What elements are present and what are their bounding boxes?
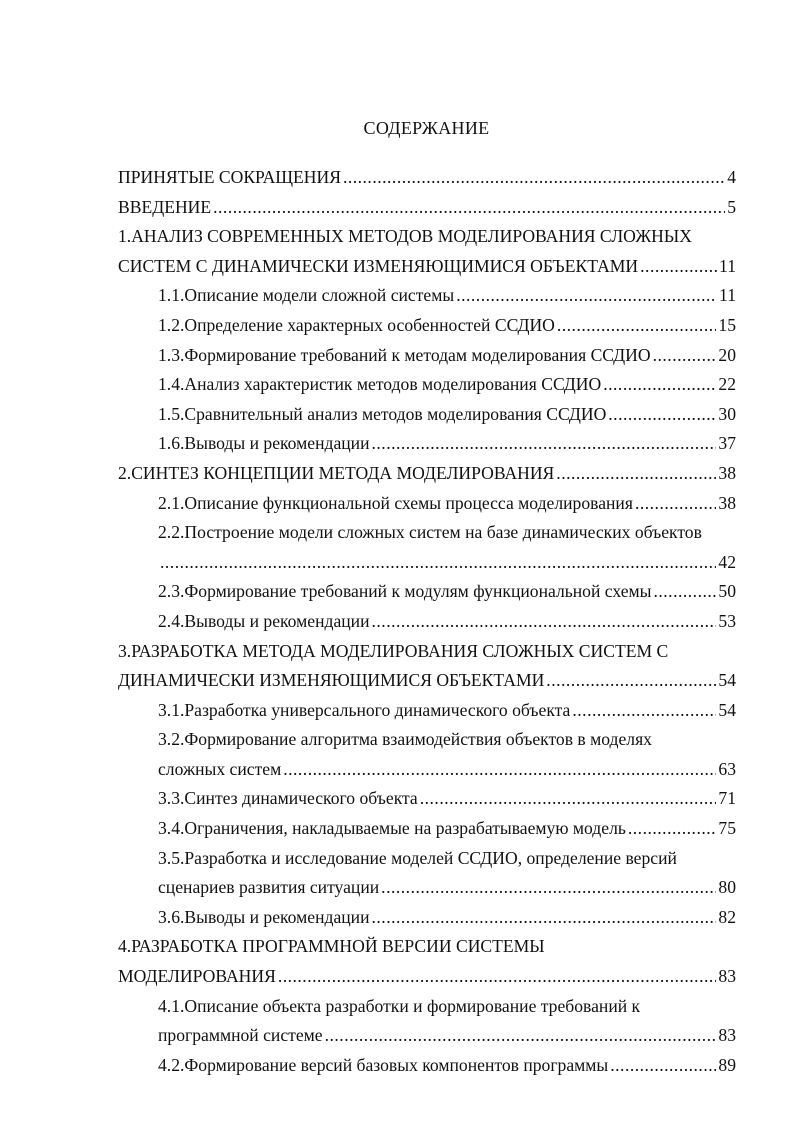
toc-page-number: 89 — [718, 1054, 736, 1075]
toc-page-number: 38 — [718, 492, 736, 513]
toc-entry[interactable] — [118, 607, 736, 637]
toc-entry-last-line — [118, 1021, 736, 1051]
toc-entry[interactable] — [118, 814, 736, 844]
toc-entry-label: СИСТЕМ С ДИНАМИЧЕСКИ ИЗМЕНЯЮЩИМИСЯ ОБЪЕКТАМИ — [118, 255, 639, 276]
toc-entry-label: 3.1.Разработка универсального динамического объекта — [158, 699, 571, 720]
toc-entry-label: 1.4.Анализ характеристик методов моделирования ССДИО — [158, 374, 602, 395]
toc-entry[interactable] — [118, 577, 736, 607]
toc-page-number: 54 — [718, 699, 736, 720]
toc-entry-multiline[interactable] — [118, 725, 736, 784]
dot-leader — [653, 341, 717, 371]
dot-leader — [372, 903, 717, 933]
toc-entry-label-line1: 2.2.Построение модели сложных систем на базе динамических объектов — [158, 522, 702, 543]
toc-page-number: 75 — [718, 818, 736, 839]
toc-entry-last-line — [118, 755, 736, 785]
dot-leader — [160, 548, 716, 578]
dot-leader — [420, 784, 717, 814]
dot-leader — [546, 666, 716, 696]
toc-entry[interactable] — [118, 281, 736, 311]
dot-leader — [628, 814, 717, 844]
dot-leader — [572, 696, 716, 726]
toc-entry-label-line1: 3.2.Формирование алгоритма взаимодействия объектов в моделях — [158, 729, 652, 750]
toc-entry-last-line — [118, 962, 736, 992]
toc-entry[interactable] — [118, 696, 736, 726]
toc-title: СОДЕРЖАНИЕ — [363, 118, 490, 138]
toc-entry-label: 3.3.Синтез динамического объекта — [158, 788, 418, 809]
toc-entry-multiline[interactable] — [118, 932, 736, 991]
dot-leader — [283, 755, 716, 785]
toc-entry-multiline[interactable] — [118, 637, 736, 696]
toc-page-number: 5 — [727, 196, 736, 217]
toc-entry[interactable] — [118, 311, 736, 341]
toc-entry-label: сценариев развития ситуации — [158, 877, 380, 898]
dot-leader — [372, 607, 717, 637]
toc-entry-label: ПРИНЯТЫЕ СОКРАЩЕНИЯ — [118, 167, 341, 187]
toc-entry-multiline[interactable] — [118, 844, 736, 903]
toc-entry[interactable] — [118, 903, 736, 933]
toc-entry-last-line — [118, 548, 736, 578]
toc-page-number: 83 — [718, 1025, 736, 1046]
toc-entry[interactable] — [118, 370, 736, 400]
toc-page-number: 20 — [718, 344, 736, 365]
dot-leader — [608, 400, 716, 430]
toc-entry[interactable] — [118, 163, 736, 193]
toc-entry-label-line1: 1.АНАЛИЗ СОВРЕМЕННЫХ МЕТОДОВ МОДЕЛИРОВАНИЯ СЛОЖНЫХ — [118, 226, 692, 247]
toc-entry-label-line1: 3.РАЗРАБОТКА МЕТОДА МОДЕЛИРОВАНИЯ СЛОЖНЫХ СИСТЕМ С — [118, 640, 669, 661]
toc-entry-label: 2.1.Описание функциональной схемы процесса моделирования — [158, 492, 633, 513]
toc-entry-label: ДИНАМИЧЕСКИ ИЗМЕНЯЮЩИМИСЯ ОБЪЕКТАМИ — [118, 670, 545, 691]
toc-page-number: 37 — [718, 433, 736, 454]
toc-entry-label-line1: 4.1.Описание объекта разработки и формирование требований к — [158, 995, 641, 1016]
toc-entry-last-line — [118, 252, 736, 282]
dot-leader — [372, 429, 717, 459]
toc-entry[interactable] — [118, 400, 736, 430]
dot-leader — [325, 1021, 717, 1051]
dot-leader — [343, 163, 725, 193]
toc-entry[interactable] — [118, 341, 736, 371]
toc-page-number: 83 — [718, 966, 736, 987]
toc-entry-multiline[interactable] — [118, 992, 736, 1051]
toc-page-number: 63 — [718, 758, 736, 779]
toc-page-number: 15 — [718, 314, 736, 335]
toc-entry-multiline[interactable] — [118, 518, 736, 577]
toc-entry-label: 1.6.Выводы и рекомендации — [158, 433, 370, 454]
dot-leader — [556, 459, 716, 489]
toc-entry-label: 2.3.Формирование требований к модулям функциональной схемы — [158, 581, 652, 602]
dot-leader — [635, 489, 716, 519]
table-of-contents — [118, 163, 736, 1080]
toc-page-number: 80 — [718, 877, 736, 898]
toc-page-number: 50 — [718, 581, 736, 602]
toc-entry-label: МОДЕЛИРОВАНИЯ — [118, 966, 276, 987]
toc-entry-label: 1.3.Формирование требований к методам моделирования ССДИО — [158, 344, 651, 365]
dot-leader — [381, 873, 716, 903]
toc-entry-label: 2.4.Выводы и рекомендации — [158, 610, 370, 631]
toc-entry[interactable] — [118, 459, 736, 489]
dot-leader — [653, 577, 716, 607]
toc-entry-label: 1.5.Сравнительный анализ методов моделирования ССДИО — [158, 403, 607, 424]
toc-page-number: 4 — [727, 167, 736, 187]
toc-entry[interactable] — [118, 1051, 736, 1081]
dot-leader — [603, 370, 716, 400]
toc-page-number: 11 — [719, 255, 736, 276]
toc-entry[interactable] — [118, 489, 736, 519]
toc-page-number: 38 — [718, 462, 736, 483]
toc-page-number: 53 — [718, 610, 736, 631]
toc-page-number: 54 — [718, 670, 736, 691]
toc-entry-label: ВВЕДЕНИЕ — [118, 196, 212, 217]
toc-entry-last-line — [118, 873, 736, 903]
dot-leader — [610, 1051, 716, 1081]
dot-leader — [278, 962, 717, 992]
toc-entry[interactable] — [118, 193, 736, 223]
toc-entry-last-line — [118, 666, 736, 696]
toc-entry-label: 1.1.Описание модели сложной системы — [158, 285, 455, 306]
toc-entry-label: сложных систем — [158, 758, 282, 779]
toc-page-number: 30 — [718, 403, 736, 424]
dot-leader — [456, 281, 717, 311]
toc-entry-label: 3.4.Ограничения, накладываемые на разрабатываемую модель — [158, 818, 626, 839]
toc-page-number: 71 — [718, 788, 736, 809]
toc-entry-label-line1: 3.5.Разработка и исследование моделей ССДИО, определение версий — [158, 847, 677, 868]
dot-leader — [213, 193, 725, 223]
dot-leader — [640, 252, 717, 282]
toc-entry[interactable] — [118, 784, 736, 814]
toc-entry-label: 4.2.Формирование версий базовых компонентов программы — [158, 1054, 609, 1075]
toc-entry[interactable] — [118, 429, 736, 459]
toc-entry-multiline[interactable] — [118, 222, 736, 281]
toc-entry-label: 2.СИНТЕЗ КОНЦЕПЦИИ МЕТОДА МОДЕЛИРОВАНИЯ — [118, 462, 555, 483]
toc-page-number: 22 — [718, 374, 736, 395]
toc-entry-label: 1.2.Определение характерных особенностей ССДИО — [158, 314, 555, 335]
dot-leader — [557, 311, 717, 341]
toc-entry-label: программной системе — [158, 1025, 323, 1046]
toc-page-number: 42 — [718, 551, 736, 572]
toc-entry-label: 3.6.Выводы и рекомендации — [158, 906, 370, 927]
toc-entry-label-line1: 4.РАЗРАБОТКА ПРОГРАММНОЙ ВЕРСИИ СИСТЕМЫ — [118, 936, 545, 957]
toc-page-number: 11 — [719, 285, 736, 306]
toc-page-number: 82 — [718, 906, 736, 927]
